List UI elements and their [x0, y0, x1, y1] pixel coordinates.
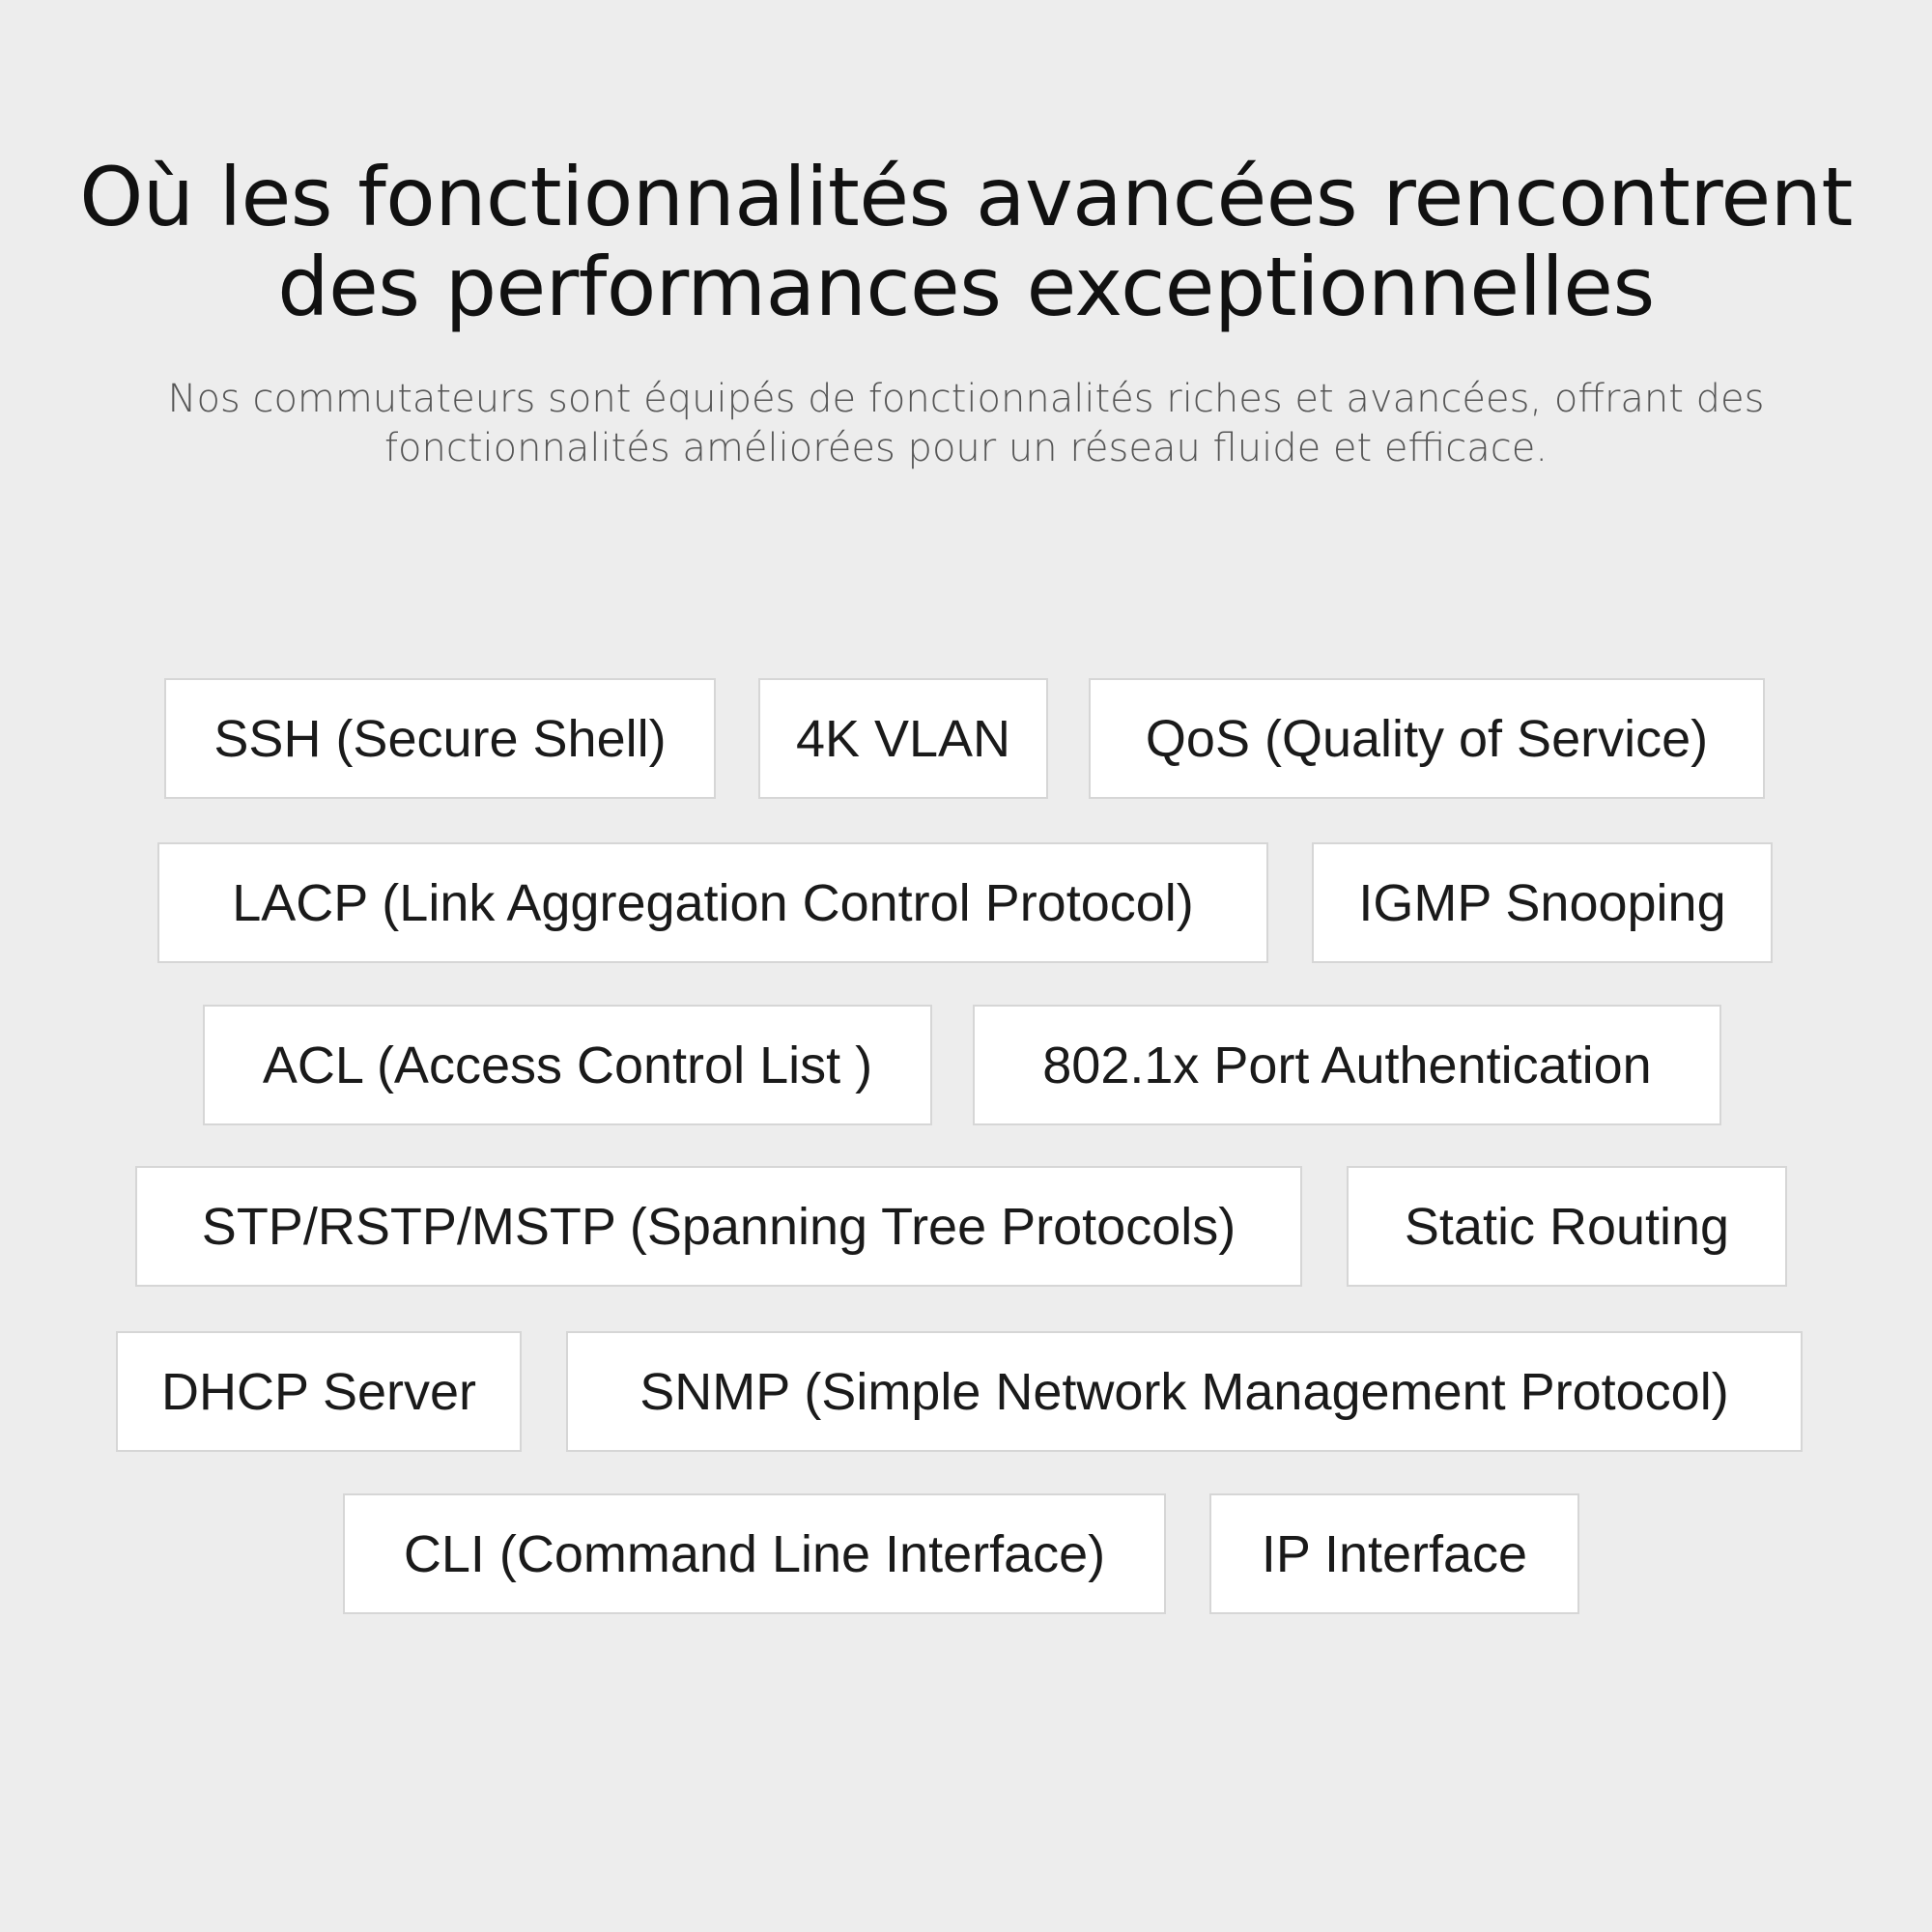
feature-tag-ip-interface: IP Interface [1209, 1493, 1579, 1614]
page-subtitle-line-2: fonctionnalités améliorées pour un réseau fluide et efficace. [384, 426, 1548, 470]
feature-tag-cli: CLI (Command Line Interface) [343, 1493, 1166, 1614]
feature-tag-stp: STP/RSTP/MSTP (Spanning Tree Protocols) [135, 1166, 1302, 1287]
feature-tag-ssh: SSH (Secure Shell) [164, 678, 716, 799]
feature-tag-dhcp: DHCP Server [116, 1331, 522, 1452]
page-title-line-2: des performances exceptionnelles [277, 240, 1655, 334]
feature-tag-static-routing: Static Routing [1347, 1166, 1787, 1287]
feature-tag-snmp: SNMP (Simple Network Management Protocol) [566, 1331, 1803, 1452]
feature-tag-qos: QoS (Quality of Service) [1089, 678, 1765, 799]
feature-tag-8021x: 802.1x Port Authentication [973, 1005, 1721, 1125]
feature-tag-lacp: LACP (Link Aggregation Control Protocol) [157, 842, 1268, 963]
feature-tag-igmp: IGMP Snooping [1312, 842, 1773, 963]
page-subtitle-line-1: Nos commutateurs sont équipés de fonctionnalités riches et avancées, offrant des [167, 377, 1765, 421]
feature-tag-acl: ACL (Access Control List ) [203, 1005, 932, 1125]
page-title-line-1: Où les fonctionnalités avancées rencontrent [79, 150, 1853, 244]
feature-tag-4k-vlan: 4K VLAN [758, 678, 1048, 799]
